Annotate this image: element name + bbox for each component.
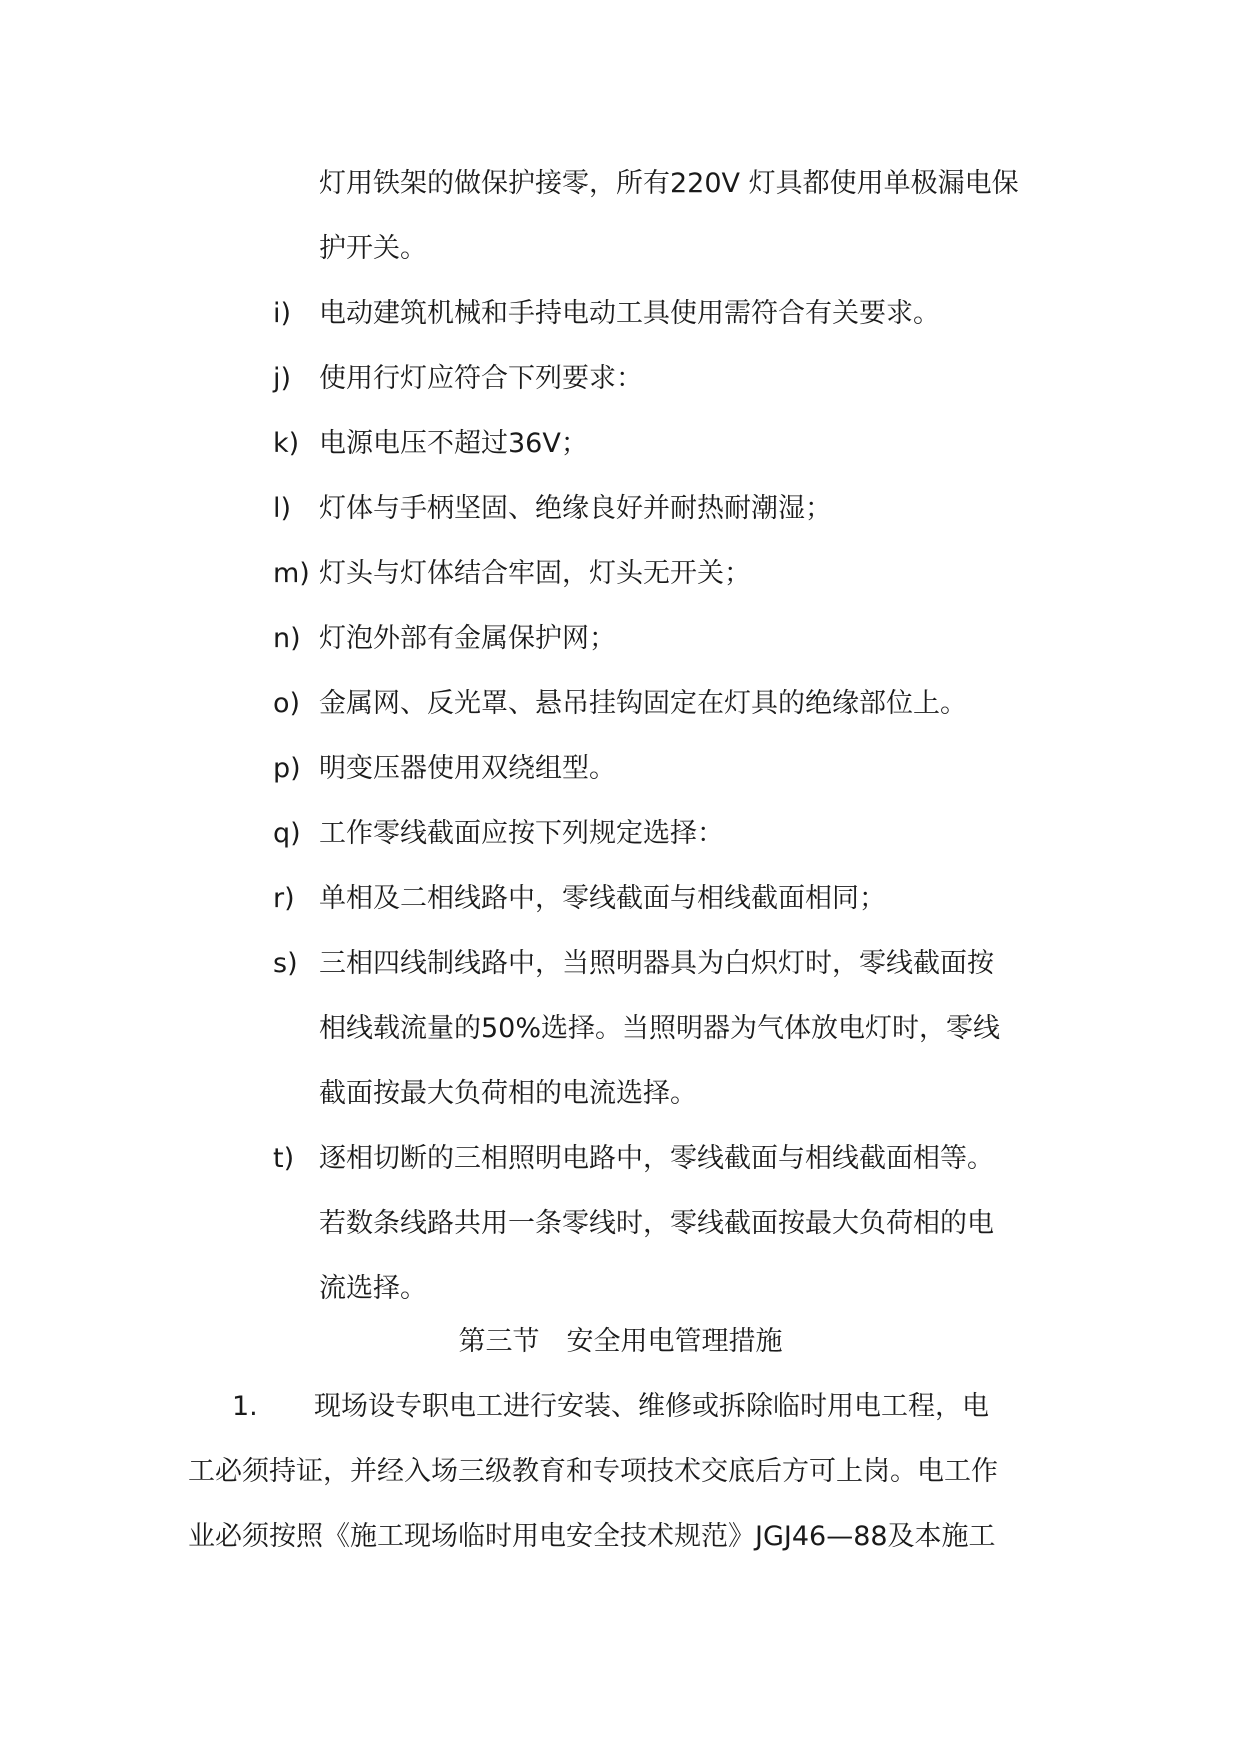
list-item-text: 若数条线路共用一条零线时，零线截面按最大负荷相的电 [319,1208,994,1239]
list-marker: s) [273,948,298,979]
list-marker: q) [273,818,301,849]
list-item-text: 灯头与灯体结合牢固，灯头无开关； [319,558,751,589]
list-marker: i) [273,298,292,329]
list-item-text: 电动建筑机械和手持电动工具使用需符合有关要求。 [319,298,940,329]
list-marker: k) [273,428,300,459]
intro-line: 灯用铁架的做保护接零，所有220V 灯具都使用单极漏电保 [319,168,1019,199]
paragraph-line: 现场设专职电工进行安装、维修或拆除临时用电工程，电 [314,1391,989,1422]
list-item-text: 金属网、反光罩、悬吊挂钩固定在灯具的绝缘部位上。 [319,688,967,719]
list-marker: r) [273,883,295,914]
list-item-text: 明变压器使用双绕组型。 [319,753,616,784]
intro-line: 护开关。 [319,233,427,264]
list-item-text: 逐相切断的三相照明电路中，零线截面与相线截面相等。 [319,1143,994,1174]
list-item-text: 流选择。 [319,1273,427,1304]
list-item-text: 灯体与手柄坚固、绝缘良好并耐热耐潮湿； [319,493,832,524]
paragraph-line: 业必须按照《施工现场临时用电安全技术规范》JGJ46—88及本施工 [188,1521,996,1552]
list-marker: l) [273,493,292,524]
list-item-text: 截面按最大负荷相的电流选择。 [319,1078,697,1109]
list-marker: n) [273,623,301,654]
list-marker: t) [273,1143,295,1174]
list-marker: o) [273,688,301,719]
list-marker: m) [273,558,310,589]
list-item-text: 相线载流量的50%选择。当照明器为气体放电灯时，零线 [319,1013,1001,1044]
paragraph-line: 工必须持证，并经入场三级教育和专项技术交底后方可上岗。电工作 [188,1456,998,1487]
list-marker: p) [273,753,301,784]
list-item-text: 使用行灯应符合下列要求： [319,363,643,394]
section-heading: 第三节 安全用电管理措施 [458,1326,783,1357]
list-item-text: 三相四线制线路中，当照明器具为白炽灯时，零线截面按 [319,948,994,979]
list-marker: j) [273,363,292,394]
list-item-text: 灯泡外部有金属保护网； [319,623,616,654]
list-item-text: 电源电压不超过36V； [319,428,588,459]
paragraph-number: 1. [232,1391,258,1422]
list-item-text: 单相及二相线路中，零线截面与相线截面相同； [319,883,886,914]
list-item-text: 工作零线截面应按下列规定选择： [319,818,724,849]
